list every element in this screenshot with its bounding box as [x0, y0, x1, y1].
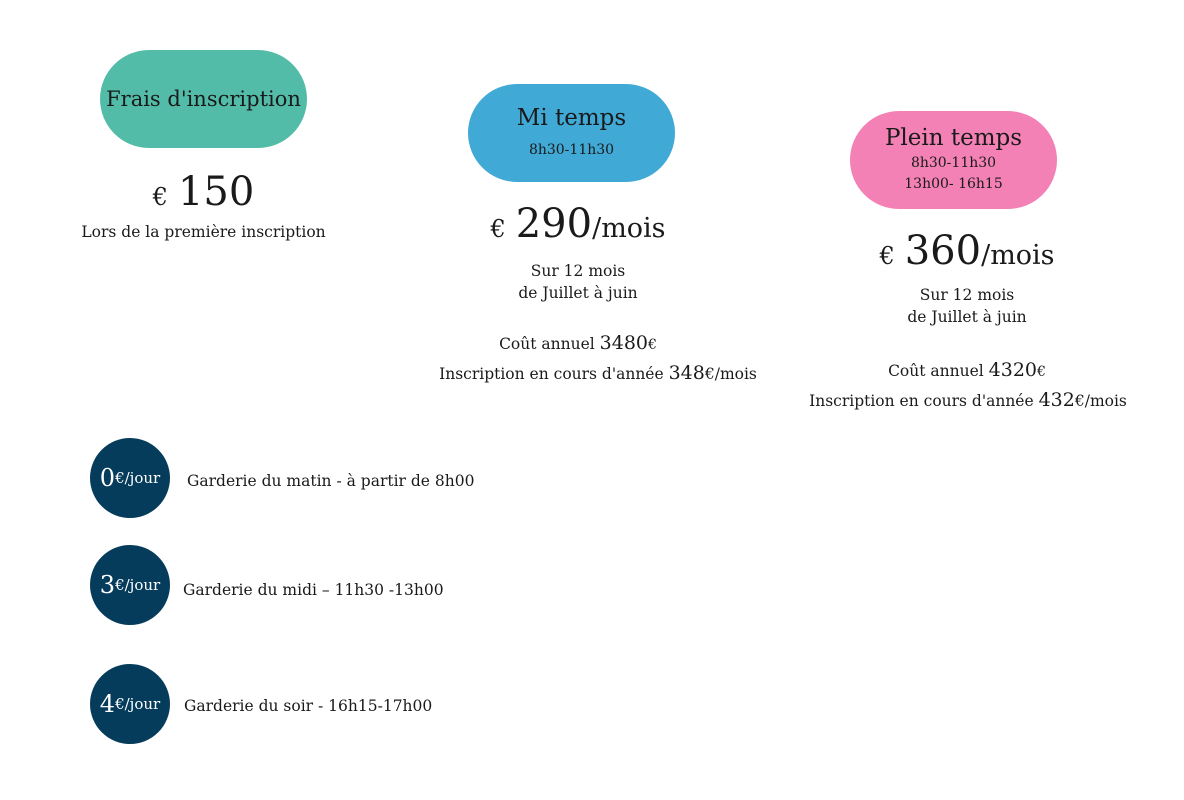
garderie-matin-price-badge: [90, 438, 170, 518]
garderie-midi-label: Garderie du midi – 11h30 -13h00: [183, 581, 444, 599]
plein-temps-annual-amount: 4320: [988, 359, 1038, 381]
plein-temps-annual: [826, 359, 1108, 381]
plein-temps-duration: [826, 284, 1108, 328]
plein-temps-annual-label: Coût annuel: [888, 362, 984, 380]
mi-temps-title: Mi temps: [516, 105, 627, 132]
mi-temps-duration-1: Sur 12 mois: [530, 262, 626, 280]
mi-temps-duration: [440, 260, 716, 304]
mi-temps-pill: [468, 84, 675, 182]
garderie-matin-label: Garderie du matin - à partir de 8h00: [187, 472, 475, 490]
garderie-midi-price-badge: [90, 545, 170, 625]
plein-temps-duration-1: Sur 12 mois: [919, 286, 1015, 304]
garderie-matin-unit: €/jour: [115, 469, 161, 487]
plein-temps-mid-year-label: Inscription en cours d'année: [809, 392, 1034, 410]
plein-temps-hours-1: 8h30-11h30: [910, 155, 997, 172]
garderie-midi-unit: €/jour: [115, 576, 161, 594]
inscription-note: Lors de la première inscription: [81, 223, 326, 241]
mi-temps-period: /mois: [592, 213, 666, 244]
plein-temps-price: [826, 228, 1108, 274]
mi-temps-price: [440, 201, 716, 247]
plein-temps-amount: 360: [904, 228, 982, 274]
mi-temps-mid-year-amount: 348: [668, 362, 705, 384]
garderie-soir-label: Garderie du soir - 16h15-17h00: [184, 697, 433, 715]
inscription-currency: €: [152, 183, 168, 211]
plein-temps-mid-year-unit: €/mois: [1074, 392, 1127, 410]
inscription-pill: [100, 50, 307, 148]
mi-temps-amount: 290: [515, 201, 593, 247]
plein-temps-currency: €: [879, 242, 895, 270]
mi-temps-mid-year-label: Inscription en cours d'année: [439, 365, 664, 383]
mi-temps-annual: [440, 332, 716, 354]
mi-temps-annual-label: Coût annuel: [499, 335, 595, 353]
plein-temps-mid-year-amount: 432: [1038, 389, 1075, 411]
plein-temps-duration-2: de Juillet à juin: [907, 308, 1027, 326]
plein-temps-pill: [850, 111, 1057, 209]
plein-temps-mid-year: [788, 389, 1148, 411]
mi-temps-mid-year-unit: €/mois: [704, 365, 757, 383]
inscription-amount: 150: [177, 169, 255, 215]
mi-temps-currency: €: [490, 215, 506, 243]
inscription-title: Frais d'inscription: [106, 86, 301, 111]
garderie-soir-price: 4: [99, 690, 116, 718]
mi-temps-duration-2: de Juillet à juin: [518, 284, 638, 302]
mi-temps-annual-amount: 3480: [599, 332, 649, 354]
plein-temps-annual-currency: €: [1037, 364, 1046, 380]
mi-temps-hours: 8h30-11h30: [528, 141, 615, 158]
garderie-soir-unit: €/jour: [115, 695, 161, 713]
plein-temps-title: Plein temps: [884, 124, 1023, 151]
garderie-matin-price: 0: [99, 464, 116, 492]
inscription-price: [100, 169, 307, 215]
plein-temps-hours-2: 13h00- 16h15: [904, 176, 1003, 193]
plein-temps-period: /mois: [981, 240, 1055, 271]
garderie-soir-price-badge: [90, 664, 170, 744]
mi-temps-annual-currency: €: [648, 337, 657, 353]
mi-temps-mid-year: [418, 362, 778, 384]
garderie-midi-price: 3: [99, 571, 116, 599]
